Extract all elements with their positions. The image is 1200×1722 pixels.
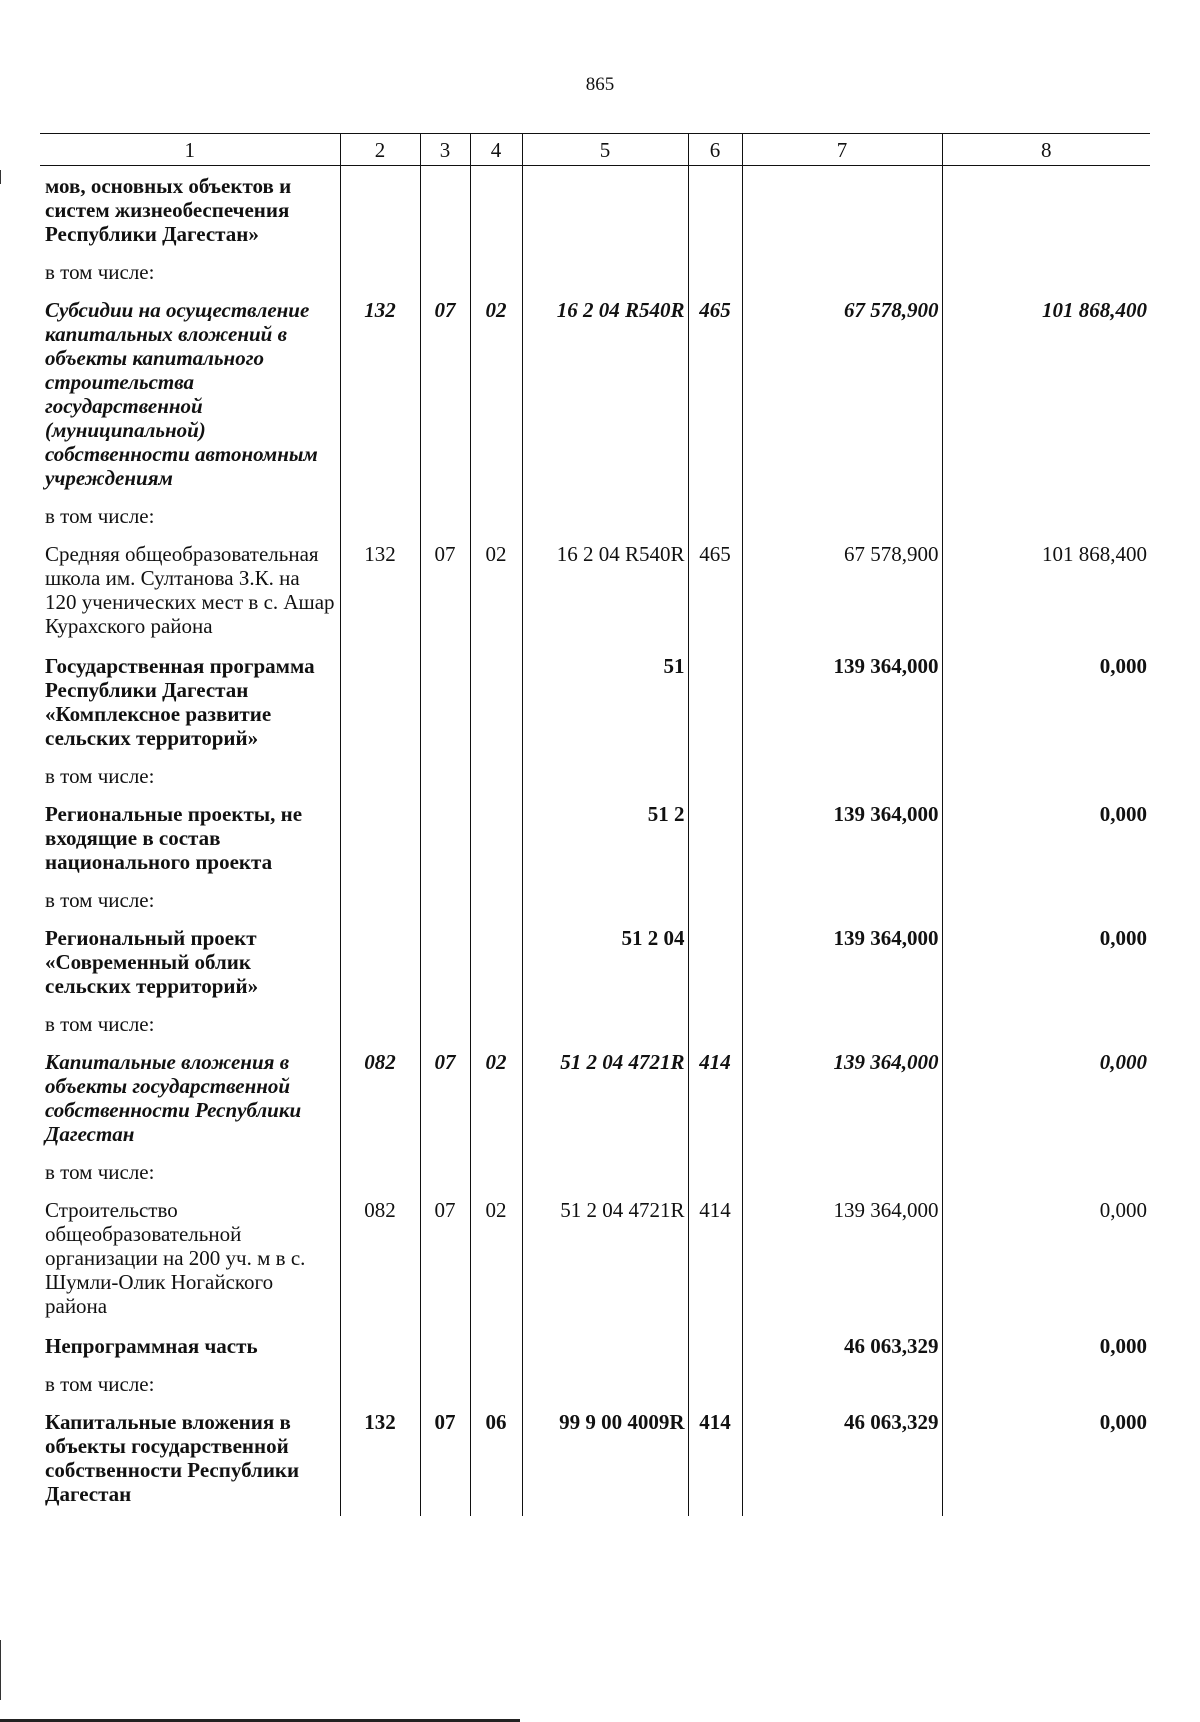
table-cell-col-8 [942, 882, 1150, 918]
table-cell-col-6 [688, 918, 742, 1006]
table-cell-col-4: 02 [470, 290, 522, 498]
table-cell-col-3: 07 [420, 1042, 470, 1154]
table-cell-col-2 [340, 254, 420, 290]
header-cell-5: 5 [522, 134, 688, 166]
header-cell-8: 8 [942, 134, 1150, 166]
table-cell-col-6: 465 [688, 534, 742, 646]
table-cell-col-1: Средняя общеобразовательная школа им. Султанова З.К. на 120 ученических мест в с. Ашар Курахского района [45, 542, 335, 638]
table-body [40, 166, 1150, 1517]
table-cell-col-4: 02 [470, 1190, 522, 1326]
table-cell-col-2 [340, 166, 420, 255]
table-row [40, 1326, 1150, 1366]
table-cell-col-2 [340, 498, 420, 534]
table-cell-col-2 [340, 1326, 420, 1366]
table-cell-col-4 [470, 166, 522, 255]
table-cell-col-7 [742, 1154, 942, 1190]
table-cell-col-7 [742, 166, 942, 255]
table-row [40, 758, 1150, 794]
table-cell-col-5 [522, 882, 688, 918]
table-cell-col-1: Строительство общеобразовательной организации на 200 уч. м в с. Шумли-Олик Ногайского района [45, 1198, 306, 1318]
table-cell-col-1: Региональные проекты, не входящие в состав национального проекта [45, 802, 303, 874]
table-cell-col-2 [340, 1006, 420, 1042]
table-cell-col-4 [470, 794, 522, 882]
table-row [40, 882, 1150, 918]
table-cell-col-8 [942, 1154, 1150, 1190]
table-cell-col-2: 132 [340, 534, 420, 646]
table-cell-col-6 [688, 794, 742, 882]
table-cell-col-1: в том числе: [45, 1012, 155, 1036]
table-cell-col-8 [942, 254, 1150, 290]
table-cell-col-8: 0,000 [942, 1042, 1150, 1154]
table-cell-col-5: 51 2 04 4721R [522, 1042, 688, 1154]
table-cell-col-7: 139 364,000 [742, 918, 942, 1006]
table-cell-col-4 [470, 882, 522, 918]
table-cell-col-6 [688, 1006, 742, 1042]
table-cell-col-7: 139 364,000 [742, 794, 942, 882]
table-cell-col-6 [688, 1366, 742, 1402]
header-cell-6: 6 [688, 134, 742, 166]
table-cell-col-6 [688, 166, 742, 255]
table-cell-col-1: в том числе: [45, 888, 155, 912]
table-cell-col-1: в том числе: [45, 1372, 155, 1396]
table-cell-col-6 [688, 646, 742, 758]
header-row [40, 134, 1150, 166]
table-cell-col-1: Субсидии на осуществление капитальных вложений в объекты капитального строительства государственной (муниципальной) собственности автономным учреждениям [45, 298, 318, 490]
table-cell-col-4 [470, 758, 522, 794]
table-cell-col-4 [470, 1006, 522, 1042]
table-cell-col-8 [942, 758, 1150, 794]
table-cell-col-4 [470, 254, 522, 290]
table-cell-col-5 [522, 758, 688, 794]
table-cell-col-5 [522, 254, 688, 290]
table-cell-col-3 [420, 1154, 470, 1190]
table-cell-col-3 [420, 794, 470, 882]
header-cell-3: 3 [420, 134, 470, 166]
table-row [40, 1402, 1150, 1516]
table-cell-col-6 [688, 254, 742, 290]
scan-margin-mark [0, 1640, 1, 1700]
table-cell-col-4: 06 [470, 1402, 522, 1516]
table-cell-col-3: 07 [420, 290, 470, 498]
table-cell-col-6: 465 [688, 290, 742, 498]
table-cell-col-7 [742, 498, 942, 534]
table-cell-col-3 [420, 758, 470, 794]
table-row [40, 254, 1150, 290]
table-row [40, 794, 1150, 882]
table-cell-col-8: 0,000 [942, 918, 1150, 1006]
table-cell-col-4 [470, 646, 522, 758]
table-cell-col-7: 139 364,000 [742, 1190, 942, 1326]
header-cell-7: 7 [742, 134, 942, 166]
table-cell-col-4 [470, 1326, 522, 1366]
table-row [40, 166, 1150, 255]
table-cell-col-7 [742, 1006, 942, 1042]
table-cell-col-2: 082 [340, 1042, 420, 1154]
table-cell-col-5 [522, 1154, 688, 1190]
table-cell-col-3 [420, 166, 470, 255]
table-row [40, 534, 1150, 646]
table-cell-col-6 [688, 758, 742, 794]
table-cell-col-2 [340, 794, 420, 882]
table-cell-col-3 [420, 254, 470, 290]
table-cell-col-7: 67 578,900 [742, 534, 942, 646]
table-cell-col-1: в том числе: [45, 504, 155, 528]
table-cell-col-3 [420, 646, 470, 758]
table-cell-col-3: 07 [420, 534, 470, 646]
table-cell-col-8: 0,000 [942, 1190, 1150, 1326]
table-row [40, 646, 1150, 758]
header-cell-1: 1 [40, 134, 340, 166]
table-cell-col-2: 082 [340, 1190, 420, 1326]
table-cell-col-2 [340, 918, 420, 1006]
table-cell-col-3 [420, 882, 470, 918]
table-cell-col-8 [942, 498, 1150, 534]
table-cell-col-1: мов, основных объектов и систем жизнеобеспечения Республики Дагестан» [45, 174, 292, 246]
header-cell-4: 4 [470, 134, 522, 166]
table-cell-col-6: 414 [688, 1190, 742, 1326]
table-cell-col-7: 46 063,329 [742, 1402, 942, 1516]
table-row [40, 1154, 1150, 1190]
table-cell-col-4: 02 [470, 1042, 522, 1154]
table-row [40, 1190, 1150, 1326]
table-cell-col-6: 414 [688, 1402, 742, 1516]
table-cell-col-1: Капитальные вложения в объекты государственной собственности Республики Дагестан [45, 1410, 300, 1506]
table-cell-col-2 [340, 1154, 420, 1190]
table-row [40, 290, 1150, 498]
table-cell-col-6 [688, 1326, 742, 1366]
table-cell-col-4 [470, 1366, 522, 1402]
table-cell-col-6: 414 [688, 1042, 742, 1154]
table-cell-col-1: Государственная программа Республики Дагестан «Комплексное развитие сельских территорий» [45, 654, 315, 750]
table-cell-col-2 [340, 758, 420, 794]
table-cell-col-5 [522, 1326, 688, 1366]
budget-table [40, 133, 1150, 1516]
table-cell-col-4 [470, 1154, 522, 1190]
table-cell-col-5: 51 [522, 646, 688, 758]
table-cell-col-8 [942, 1366, 1150, 1402]
table-cell-col-3 [420, 1366, 470, 1402]
table-cell-col-5 [522, 1006, 688, 1042]
table-cell-col-5: 16 2 04 R540R [522, 290, 688, 498]
table-cell-col-1: Капитальные вложения в объекты государственной собственности Республики Дагестан [45, 1050, 302, 1146]
table-cell-col-1: в том числе: [45, 764, 155, 788]
table-cell-col-8: 0,000 [942, 1326, 1150, 1366]
table-cell-col-8: 0,000 [942, 646, 1150, 758]
table-cell-col-1: в том числе: [45, 1160, 155, 1184]
table-cell-col-8: 101 868,400 [942, 534, 1150, 646]
table-cell-col-2: 132 [340, 290, 420, 498]
table-cell-col-8 [942, 1006, 1150, 1042]
table-cell-col-8: 0,000 [942, 1402, 1150, 1516]
table-cell-col-7: 46 063,329 [742, 1326, 942, 1366]
table-cell-col-8 [942, 166, 1150, 255]
table-cell-col-3 [420, 1006, 470, 1042]
table-cell-col-5 [522, 1366, 688, 1402]
table-cell-col-6 [688, 498, 742, 534]
table-cell-col-2 [340, 1366, 420, 1402]
table-cell-col-2 [340, 882, 420, 918]
table-cell-col-7 [742, 882, 942, 918]
table-cell-col-2: 132 [340, 1402, 420, 1516]
table-cell-col-7: 139 364,000 [742, 1042, 942, 1154]
table-cell-col-1: в том числе: [45, 260, 155, 284]
table-row [40, 1042, 1150, 1154]
table-cell-col-1: Непрограммная часть [45, 1334, 258, 1358]
table-cell-col-5: 51 2 04 4721R [522, 1190, 688, 1326]
table-cell-col-8: 0,000 [942, 794, 1150, 882]
table-cell-col-3 [420, 498, 470, 534]
table-cell-col-4 [470, 498, 522, 534]
table-cell-col-8: 101 868,400 [942, 290, 1150, 498]
table-cell-col-6 [688, 882, 742, 918]
table-cell-col-6 [688, 1154, 742, 1190]
table-row [40, 918, 1150, 1006]
table-cell-col-7 [742, 254, 942, 290]
table-cell-col-3: 07 [420, 1402, 470, 1516]
table-cell-col-7: 139 364,000 [742, 646, 942, 758]
table-cell-col-5 [522, 166, 688, 255]
table-cell-col-4 [470, 918, 522, 1006]
page-number: 865 [585, 74, 615, 95]
table-row [40, 1366, 1150, 1402]
table-cell-col-3: 07 [420, 1190, 470, 1326]
table-cell-col-3 [420, 918, 470, 1006]
scan-margin-mark [0, 170, 1, 184]
table-row [40, 1006, 1150, 1042]
table-cell-col-5 [522, 498, 688, 534]
table-cell-col-3 [420, 1326, 470, 1366]
table-row [40, 498, 1150, 534]
header-cell-2: 2 [340, 134, 420, 166]
table-cell-col-5: 16 2 04 R540R [522, 534, 688, 646]
table-cell-col-7 [742, 1366, 942, 1402]
table-cell-col-5: 99 9 00 4009R [522, 1402, 688, 1516]
table-cell-col-5: 51 2 04 [522, 918, 688, 1006]
table-cell-col-5: 51 2 [522, 794, 688, 882]
table-cell-col-7 [742, 758, 942, 794]
table-cell-col-4: 02 [470, 534, 522, 646]
table-cell-col-7: 67 578,900 [742, 290, 942, 498]
table-cell-col-2 [340, 646, 420, 758]
table-cell-col-1: Региональный проект «Современный облик сельских территорий» [45, 926, 259, 998]
